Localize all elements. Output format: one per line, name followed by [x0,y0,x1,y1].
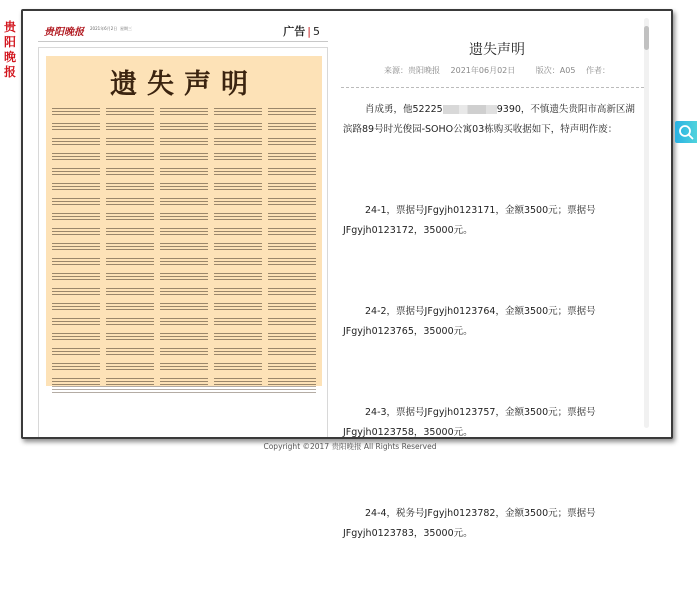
search-icon [678,124,694,140]
article-body [343,100,643,605]
intro-prefix: 肖成勇，他52225 [365,104,443,115]
article-title: 遗失声明 [469,42,525,58]
page-section [283,23,320,39]
article-paragraph: 24-2，票据号JFgyjh0123764，金额3500元；票据号JFgyjh0123765，35000元。 [343,306,596,337]
article-source: 来源：贵阳晚报 [383,66,440,75]
meta-divider [341,87,649,88]
article-scrollbar[interactable] [644,18,649,428]
section-divider: | [307,25,311,38]
newspaper-header [38,17,328,42]
article-author: 作者： [586,66,610,75]
ad-column [52,108,100,386]
newspaper-edition: 星期三 [120,26,132,31]
newspaper-page[interactable] [38,17,328,437]
ad-column [106,108,154,386]
article-paragraph: 24-3，票据号JFgyjh0123757，金额3500元；票据号JFgyjh0123758，35000元。 [343,407,596,438]
ad-column [160,108,208,386]
article-intro [343,100,643,140]
ad-column [214,108,262,386]
ad-title: 遗失声明 [110,69,258,100]
lost-notice-ad[interactable] [46,56,322,386]
ad-text-columns [52,108,316,386]
redacted-id [443,105,497,114]
section-label: 广告 [283,25,306,38]
newspaper-logo: 贵阳晚报 [44,27,84,38]
newspaper-date: 2021年6月2日 [90,26,118,31]
ad-text-tail [52,386,316,394]
search-button[interactable] [675,121,697,143]
article-paragraph: 24-1，票据号JFgyjh0123171，金额3500元；票据号JFgyjh0123172，35000元。 [343,205,596,236]
scrollbar-thumb[interactable] [644,26,649,50]
article-edition: 版次：A05 [535,66,576,75]
footer-copyright: Copyright ©2017 贵阳晚报 All Rights Reserved [263,442,437,451]
ad-column [268,108,316,386]
article-meta [339,65,655,76]
page-number: 5 [313,25,320,38]
intro-suffix: 9390，不慎遗失贵阳市高新区湖滨路89号时光俊园-SOHO公寓03栋购买收据如下，特声明作废： [343,104,635,135]
brand-vertical-name: 贵阳晚报 [3,20,16,79]
article-date: 2021年06月02日 [450,66,516,75]
newspaper-body [38,47,328,437]
article-paragraph: 24-4，税务号JFgyjh0123782，金额3500元；票据号JFgyjh0123783，35000元。 [343,508,596,539]
